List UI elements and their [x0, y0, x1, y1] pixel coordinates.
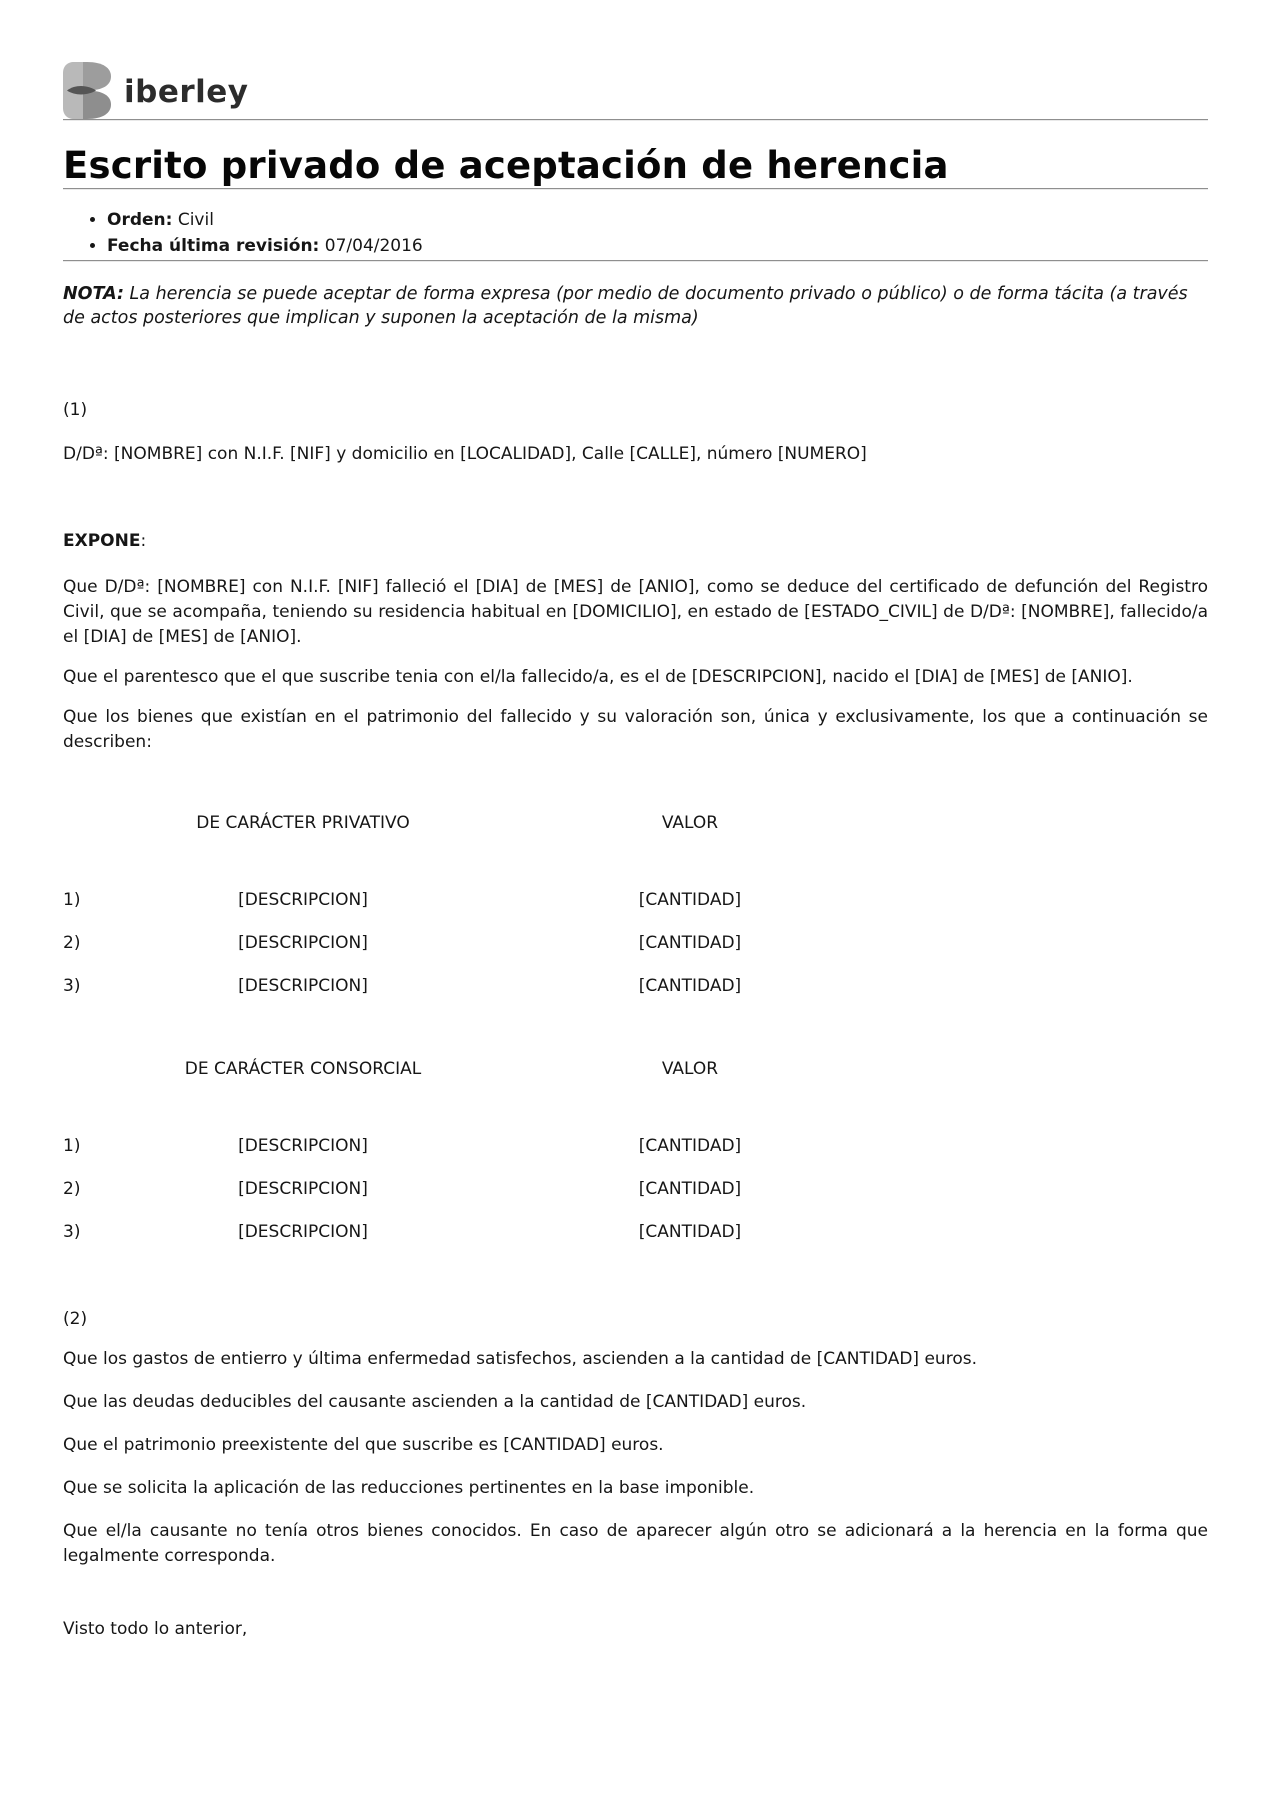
row-cantidad: [CANTIDAD] [638, 932, 742, 953]
row-descripcion: [DESCRIPCION] [238, 1135, 368, 1156]
header-divider [63, 119, 1208, 121]
row-descripcion: [DESCRIPCION] [238, 932, 368, 953]
row-cantidad: [CANTIDAD] [638, 889, 742, 910]
assets-table-consorcial [63, 1057, 1208, 1245]
row-cantidad: [CANTIDAD] [638, 1221, 742, 1242]
brand-header [63, 62, 1208, 119]
row-descripcion: [DESCRIPCION] [238, 1221, 368, 1242]
meta-divider-top [63, 188, 1208, 190]
expone-paragraph-3: Que los bienes que existían en el patrimonio del fallecido y su valoración son, única y exclusivamente, los que a continuación se describen: [63, 706, 1208, 752]
expone-paragraph-1: Que D/Dª: [NOMBRE] con N.I.F. [NIF] falleció el [DIA] de [MES] de [ANIO], como se deduce del certificado de defunción del Registro Civil, que se acompaña, teniendo su residencia habitual en [DOMICILIO], en estado de [ESTADO_CIVIL] de D/Dª: [NOMBRE], fallecido/a el [DIA] de [MES] de [ANIO]. [63, 576, 1208, 647]
statement-otros-bienes: Que el/la causante no tenía otros bienes conocidos. En caso de aparecer algún otro se adicionará a la herencia en la forma que legalmente corresponda. [63, 1520, 1208, 1566]
table-header-valor: VALOR [661, 1058, 719, 1079]
meta-value: Civil [177, 209, 214, 230]
nota-paragraph [63, 282, 1208, 330]
parties-intro: D/Dª: [NOMBRE] con N.I.F. [NIF] y domicilio en [LOCALIDAD], Calle [CALLE], número [NUMERO] [63, 443, 867, 464]
row-number: 1) [63, 1135, 81, 1156]
row-number: 2) [63, 932, 81, 953]
meta-value: 07/04/2016 [324, 235, 423, 256]
expone-label: EXPONE [63, 530, 141, 551]
row-descripcion: [DESCRIPCION] [238, 975, 368, 996]
row-number: 1) [63, 889, 81, 910]
meta-divider-bottom [63, 260, 1208, 262]
table-header-valor: VALOR [661, 812, 719, 833]
row-number: 3) [63, 975, 81, 996]
nota-text: La herencia se puede aceptar de forma expresa (por medio de documento privado o público) o de forma tácita (a través de actos posteriores que implican y suponen la aceptación de la misma) [63, 283, 1188, 328]
table-body [63, 888, 1208, 999]
row-cantidad: [CANTIDAD] [638, 975, 742, 996]
statement-reducciones: Que se solicita la aplicación de las reducciones pertinentes en la base imponible. [63, 1477, 755, 1498]
statement-gastos: Que los gastos de entierro y última enfermedad satisfechos, ascienden a la cantidad de [CANTIDAD] euros. [63, 1348, 977, 1369]
expone-paragraph-2: Que el parentesco que el que suscribe tenia con el/la fallecido/a, es el de [DESCRIPCION], nacido el [DIA] de [MES] de [ANIO]. [63, 666, 1133, 687]
table-header-descripcion: DE CARÁCTER CONSORCIAL [184, 1058, 422, 1079]
meta-item-orden [107, 208, 1208, 232]
section-2-marker: (2) [63, 1308, 88, 1329]
meta-list [63, 208, 1208, 258]
table-header-descripcion: DE CARÁCTER PRIVATIVO [196, 812, 410, 833]
assets-table-privativo [63, 811, 1208, 999]
row-number: 2) [63, 1178, 81, 1199]
row-cantidad: [CANTIDAD] [638, 1135, 742, 1156]
meta-label: Fecha última revisión: [107, 235, 320, 256]
row-number: 3) [63, 1221, 81, 1242]
table-body [63, 1134, 1208, 1245]
row-cantidad: [CANTIDAD] [638, 1178, 742, 1199]
expone-colon: : [140, 530, 147, 551]
section-1-marker: (1) [63, 399, 88, 420]
expone-heading [63, 531, 1208, 551]
meta-label: Orden: [107, 209, 173, 230]
nota-label: NOTA: [63, 283, 124, 304]
table-header-spacer [63, 811, 153, 836]
closing-line: Visto todo lo anterior, [63, 1618, 248, 1639]
brand-name: iberley [124, 74, 249, 110]
table-header-spacer [63, 1057, 153, 1082]
meta-item-fecha-revision [107, 234, 1208, 258]
row-descripcion: [DESCRIPCION] [238, 889, 368, 910]
iberley-logo-icon [63, 62, 111, 119]
page-title: Escrito privado de aceptación de herencia [63, 144, 949, 187]
table-header-row [63, 811, 1208, 836]
table-header-row [63, 1057, 1208, 1082]
row-descripcion: [DESCRIPCION] [238, 1178, 368, 1199]
statement-patrimonio: Que el patrimonio preexistente del que suscribe es [CANTIDAD] euros. [63, 1434, 664, 1455]
statement-deudas: Que las deudas deducibles del causante ascienden a la cantidad de [CANTIDAD] euros. [63, 1391, 807, 1412]
